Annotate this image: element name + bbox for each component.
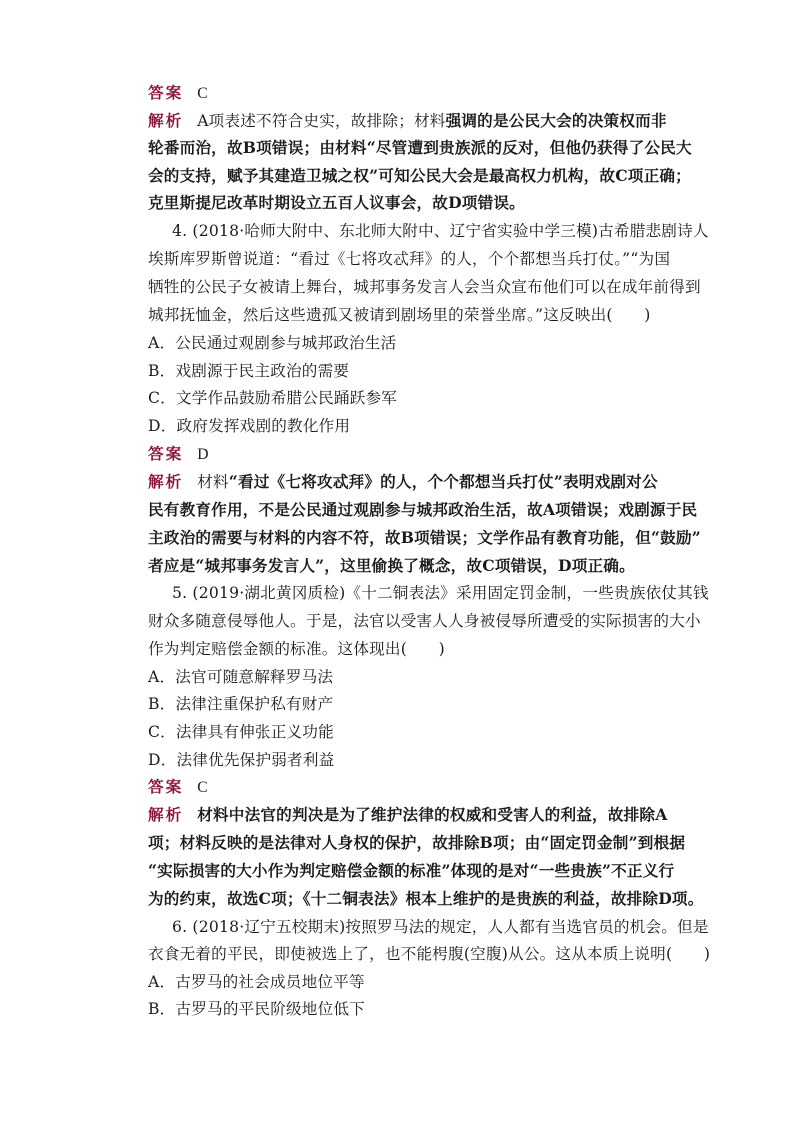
text-line <box>148 249 670 269</box>
text-segment: 衣食无着的平民，即使被选上了，也不能枵腹(空腹)从公。这从本质上说明( ) <box>148 945 711 963</box>
text-segment: 作为判定赔偿金额的标准。这体现出( ) <box>148 640 445 658</box>
text-line <box>148 556 635 576</box>
text-line <box>148 833 685 853</box>
text-segment: 者应是“城邦事务发言人”，这里偷换了概念，故C项错误，D项正确。 <box>148 556 635 575</box>
text-line <box>172 917 709 937</box>
text-line <box>148 277 701 297</box>
text-line <box>148 83 208 104</box>
text-line <box>148 333 396 353</box>
text-line <box>148 193 525 213</box>
text-segment: C．法律具有伸张正义功能 <box>148 723 334 741</box>
text-segment: 强调的是公民大会的决策权而非 <box>445 111 667 130</box>
text-segment: 项；材料反映的是法律对人身权的保护，故排除B项；由“固定罚金制”到根据 <box>148 833 686 852</box>
text-segment: A项表述不符合史实，故排除；材料 <box>197 112 446 130</box>
text-line <box>148 305 651 325</box>
answer-value: D <box>197 446 209 463</box>
text-segment: 4. (2018·哈师大附中、东北师大附中、辽宁省实验中学三模)古希腊悲剧诗人 <box>172 222 709 240</box>
text-segment: 财众多随意侵辱他人。于是，法官以受害人人身被侵辱所遭受的实际损害的大小 <box>148 612 701 630</box>
text-line <box>148 138 692 158</box>
text-segment: A．公民通过观剧参与城邦政治生活 <box>148 334 397 352</box>
text-segment: B．古罗马的平民阶级地位低下 <box>148 1000 365 1018</box>
text-segment: B．法律注重保护私有财产 <box>148 695 334 713</box>
text-segment: 材料中法官的判决是为了维护法律的权威和受害人的利益，故排除A <box>197 805 668 824</box>
text-line <box>148 944 710 964</box>
text-line <box>148 777 208 798</box>
analysis-label: 解析 <box>148 473 184 491</box>
text-line <box>148 416 350 436</box>
text-line <box>148 750 334 770</box>
text-line <box>148 999 365 1019</box>
text-segment: 城邦抚恤金，然后这些遗孤又被请到剧场里的荣誉坐席。”这反映出( ) <box>148 306 651 324</box>
text-line <box>148 972 365 992</box>
text-line <box>148 388 397 408</box>
text-segment: D．法律优先保护弱者利益 <box>148 751 335 769</box>
text-segment: 牺牲的公民子女被请上舞台，城邦事务发言人会当众宣布他们可以在成年前得到 <box>148 278 701 296</box>
analysis-label: 解析 <box>148 112 184 130</box>
text-segment: “看过《七将攻忒拜》的人，个个都想当兵打仗”表明戏剧对公 <box>228 472 658 491</box>
text-segment: A．法官可随意解释罗马法 <box>148 668 334 686</box>
text-segment: C．文学作品鼓励希腊公民踊跃参军 <box>148 389 398 407</box>
answer-label: 答案 <box>148 778 184 796</box>
text-line <box>148 805 668 825</box>
text-line <box>172 221 709 241</box>
text-line <box>148 444 209 465</box>
text-segment: 会的支持，赋予其建造卫城之权”可知公民大会是最高权力机构，故C项正确； <box>148 166 691 185</box>
text-segment: A．古罗马的社会成员地位平等 <box>148 973 365 991</box>
text-segment: B．戏剧源于民主政治的需要 <box>148 362 350 380</box>
text-line <box>148 722 334 742</box>
text-segment: 克里斯提尼改革时期设立五百人议事会，故D项错误。 <box>148 193 525 212</box>
text-line <box>148 861 674 881</box>
text-segment: 材料 <box>197 473 229 491</box>
text-line <box>148 694 333 714</box>
text-line <box>148 500 697 520</box>
text-line <box>148 639 445 659</box>
answer-value: C <box>197 85 208 102</box>
analysis-label: 解析 <box>148 806 184 824</box>
answer-label: 答案 <box>148 84 184 102</box>
text-line <box>148 611 701 631</box>
text-line <box>148 361 349 381</box>
answer-label: 答案 <box>148 445 184 463</box>
text-segment: 6. (2018·辽宁五校期末)按照罗马法的规定，人人都有当选官员的机会。但是 <box>172 918 709 936</box>
text-segment: D．政府发挥戏剧的教化作用 <box>148 417 351 435</box>
text-line <box>148 111 667 131</box>
text-segment: 5. (2019·湖北黄冈质检)《十二铜表法》采用固定罚金制，一些贵族依仗其钱 <box>172 584 709 602</box>
text-segment: 为的约束，故选C项；《十二铜表法》根本上维护的是贵族的利益，故排除D项。 <box>148 889 704 908</box>
text-line <box>148 166 691 186</box>
text-line <box>148 528 701 548</box>
text-segment: 民有教育作用，不是公民通过观剧参与城邦政治生活，故A项错误；戏剧源于民 <box>148 500 698 519</box>
text-line <box>148 667 333 687</box>
text-line <box>148 472 658 492</box>
text-line <box>148 889 704 909</box>
text-segment: 主政治的需要与材料的内容不符，故B项错误；文学作品有教育功能，但“鼓励” <box>148 528 701 547</box>
text-line <box>172 583 709 603</box>
answer-value: C <box>197 779 208 796</box>
text-segment: 埃斯库罗斯曾说道：“看过《七将攻忒拜》的人，个个都想当兵打仗。”“为国 <box>148 250 671 268</box>
text-segment: 轮番而治，故B项错误；由材料“尽管遭到贵族派的反对，但他仍获得了公民大 <box>148 138 692 157</box>
text-segment: “实际损害的大小作为判定赔偿金额的标准”体现的是对“一些贵族”不正义行 <box>148 861 675 880</box>
